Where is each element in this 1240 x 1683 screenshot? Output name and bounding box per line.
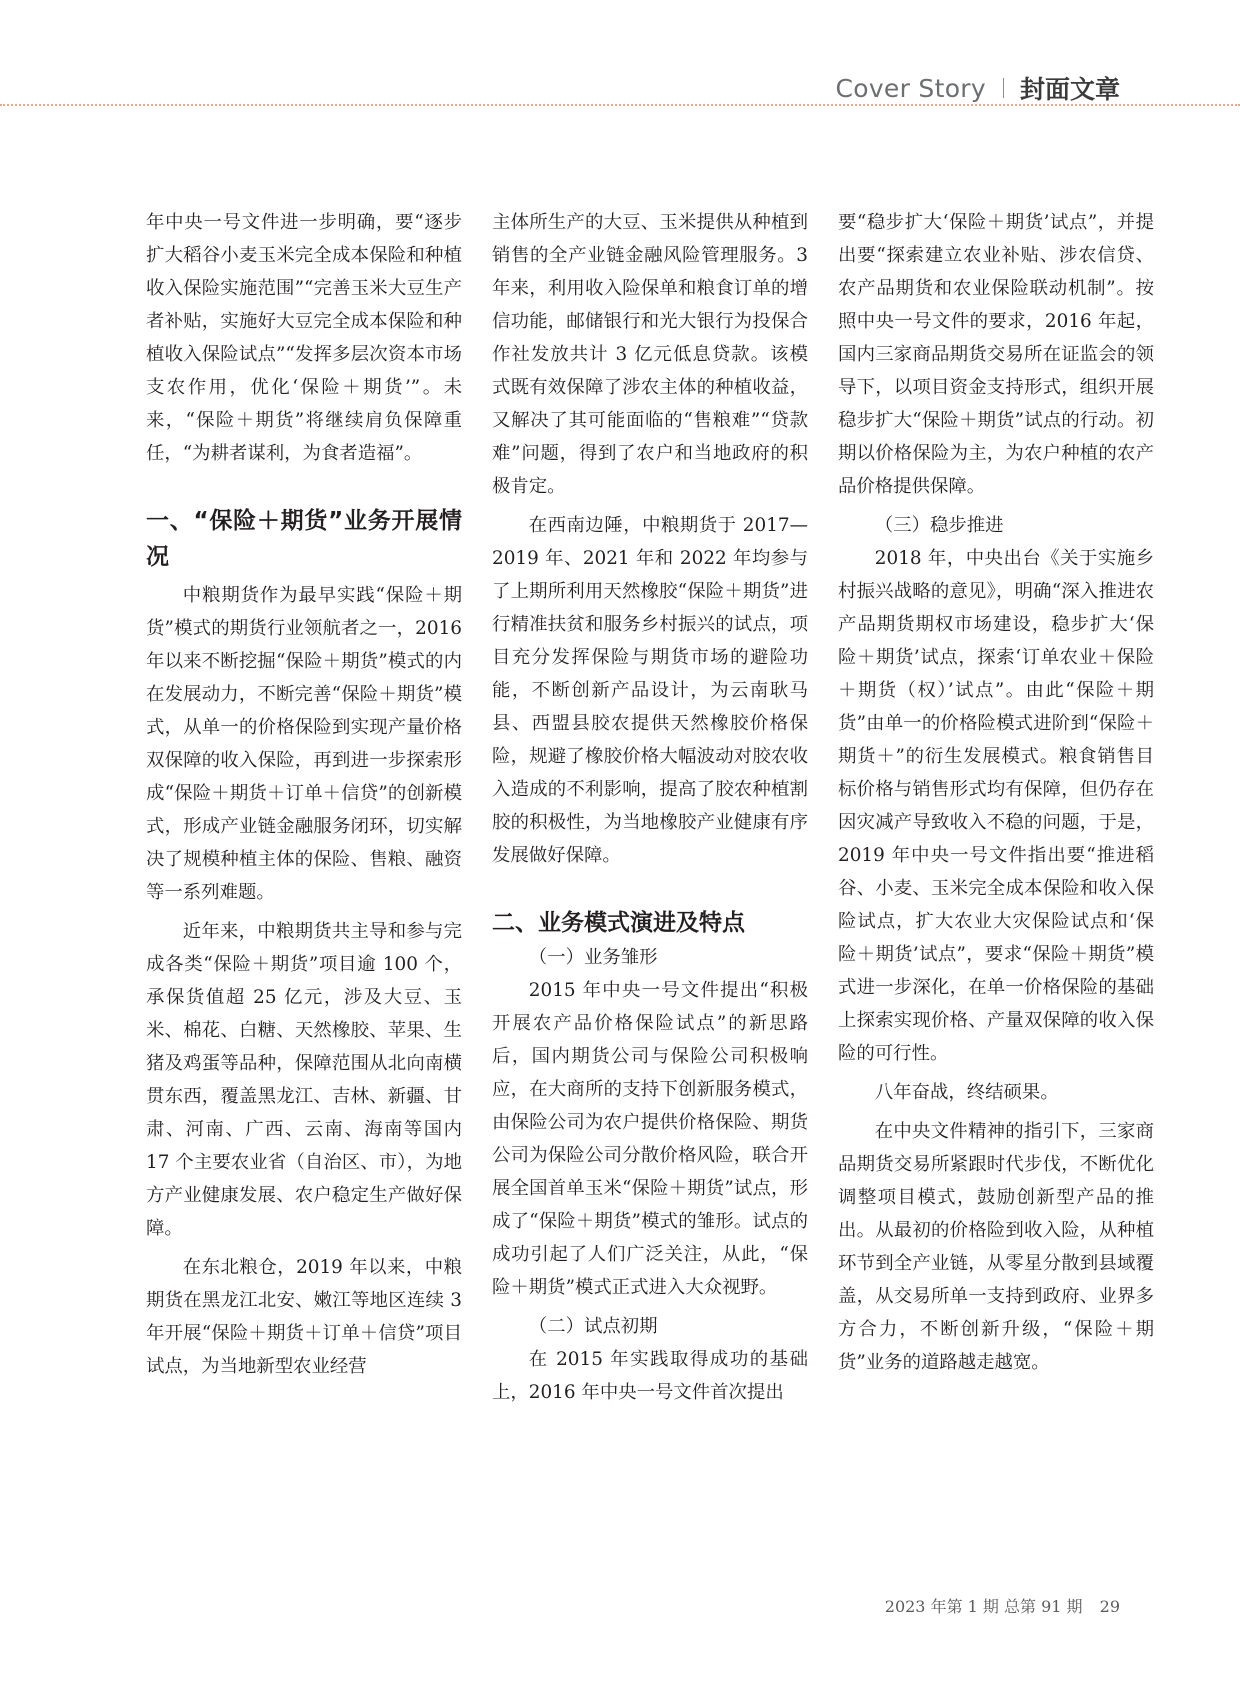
paragraph: 近年来，中粮期货共主导和参与完成各类“保险＋期货”项目逾 100 个，承保货值超 25 亿元，涉及大豆、玉米、棉花、白糖、天然橡胶、苹果、生猪及鸡蛋等品种，保障范围从北向南横贯东西，覆盖黑龙江、吉林、新疆、甘肃、河南、广西、云南、海南等国内 17 个主要农业省（自治区、市），为地方产业健康发展、农户稳定生产做好保障。	[146, 921, 462, 1239]
paragraph: 2015 年中央一号文件提出“积极开展农产品价格保险试点”的新思路后，国内期货公司与保险公司积极响应，在大商所的支持下创新服务模式，由保险公司为农户提供价格保险、期货公司为保险公司分散价格风险，联合开展全国首单玉米“保险＋期货”试点，形成了“保险＋期货”模式的雏形。试点的成功引起了人们广泛关注，从此，“保险＋期货”模式正式进入大众视野。	[492, 980, 808, 1298]
paragraph: 2018 年，中央出台《关于实施乡村振兴战略的意见》，明确“深入推进农产品期货期权市场建设，稳步扩大‘保险＋期货’试点，探索‘订单农业＋保险＋期货（权）’试点”。由此“保险＋期货”由单一的价格险模式进阶到“保险＋期货＋”的衍生发展模式。粮食销售目标价格与销售形式均有保障，但仍存在因灾减产导致收入不稳的问题，于是，2019 年中央一号文件指出要“推进稻谷、小麦、玉米完全成本保险和收入保险试点，扩大农业大灾保险试点和‘保险＋期货’试点”，要求“保险＋期货”模式进一步深化，在单一价格保险的基础上探索实现价格、产量双保障的收入保险的可行性。	[838, 548, 1154, 1064]
issue-info: 2023 年第 1 期 总第 91 期	[884, 1597, 1083, 1616]
page-footer	[885, 1594, 1120, 1617]
paragraph: 中粮期货作为最早实践“保险＋期货”模式的期货行业领航者之一，2016 年以来不断挖掘“保险＋期货”模式的内在发展动力，不断完善“保险＋期货”模式，从单一的价格保险到实现产量价格双保障的收入保险，再到进一步探索形成“保险＋期货＋订单＋信贷”的创新模式，形成产业链金融服务闭环，切实解决了规模种植主体的保险、售粮、融资等一系列难题。	[146, 585, 462, 903]
paragraph: 在西南边陲，中粮期货于 2017—2019 年、2021 年和 2022 年均参与了上期所利用天然橡胶“保险＋期货”进行精准扶贫和服务乡村振兴的试点，项目充分发挥保险与期货市场的避险功能，不断创新产品设计，为云南耿马县、西盟县胶农提供天然橡胶价格保险，规避了橡胶价格大幅波动对胶农收入造成的不利影响，提高了胶农种植割胶的积极性，为当地橡胶产业健康有序发展做好保障。	[492, 515, 808, 866]
paragraph: 在 2015 年实践取得成功的基础上，2016 年中央一号文件首次提出	[492, 1349, 808, 1403]
subheading: （二）试点初期	[528, 1316, 658, 1337]
paragraph: 要“稳步扩大‘保险＋期货’试点”，并提出要“探索建立农业补贴、涉农信贷、农产品期货和农业保险联动机制”。按照中央一号文件的要求，2016 年起，国内三家商品期货交易所在证监会的领导下，以项目资金支持形式，组织开展稳步扩大“保险＋期货”试点的行动。初期以价格保险为主，为农户种植的农产品价格提供保障。	[838, 212, 1154, 497]
column-1	[146, 206, 462, 1383]
paragraph: 年中央一号文件进一步明确，要“逐步扩大稻谷小麦玉米完全成本保险和种植收入保险实施范围”“完善玉米大豆生产者补贴，实施好大豆完全成本保险和种植收入保险试点”“发挥多层次资本市场支农作用，优化‘保险＋期货’”。未来，“保险＋期货”将继续肩负保障重任，“为耕者谋利，为食者造福”。	[146, 212, 462, 464]
section-heading-1: 一、“保险＋期货”业务开展情况	[146, 508, 462, 570]
column-2	[492, 206, 808, 1409]
paragraph: 在东北粮仓，2019 年以来，中粮期货在黑龙江北安、嫩江等地区连续 3 年开展“保险＋期货＋订单＋信贷”项目试点，为当地新型农业经营	[146, 1257, 462, 1377]
section-header	[835, 70, 1120, 106]
column-3	[838, 206, 1154, 1379]
section-label-zh: 封面文章	[1019, 75, 1120, 104]
section-heading-2: 二、业务模式演进及特点	[492, 910, 745, 936]
subheading: （一）业务雏形	[528, 947, 658, 968]
header-rule	[0, 104, 1240, 106]
subheading: （三）稳步推进	[874, 515, 1004, 536]
header-divider	[1003, 78, 1004, 98]
paragraph: 八年奋战，终结硕果。	[874, 1082, 1059, 1103]
paragraph: 主体所生产的大豆、玉米提供从种植到销售的全产业链金融风险管理服务。3 年来，利用收入险保单和粮食订单的增信功能，邮储银行和光大银行为投保合作社发放共计 3 亿元低息贷款。该模式既有效保障了涉农主体的种植收益，又解决了其可能面临的“售粮难”“贷款难”问题，得到了农户和当地政府的积极肯定。	[492, 212, 808, 497]
paragraph: 在中央文件精神的指引下，三家商品期货交易所紧跟时代步伐，不断优化调整项目模式，鼓励创新型产品的推出。从最初的价格险到收入险，从种植环节到全产业链，从零星分散到县域覆盖，从交易所单一支持到政府、业界多方合力，不断创新升级，“保险＋期货”业务的道路越走越宽。	[838, 1121, 1154, 1373]
page-number: 29	[1099, 1597, 1120, 1616]
section-label-en: Cover Story	[835, 73, 986, 103]
